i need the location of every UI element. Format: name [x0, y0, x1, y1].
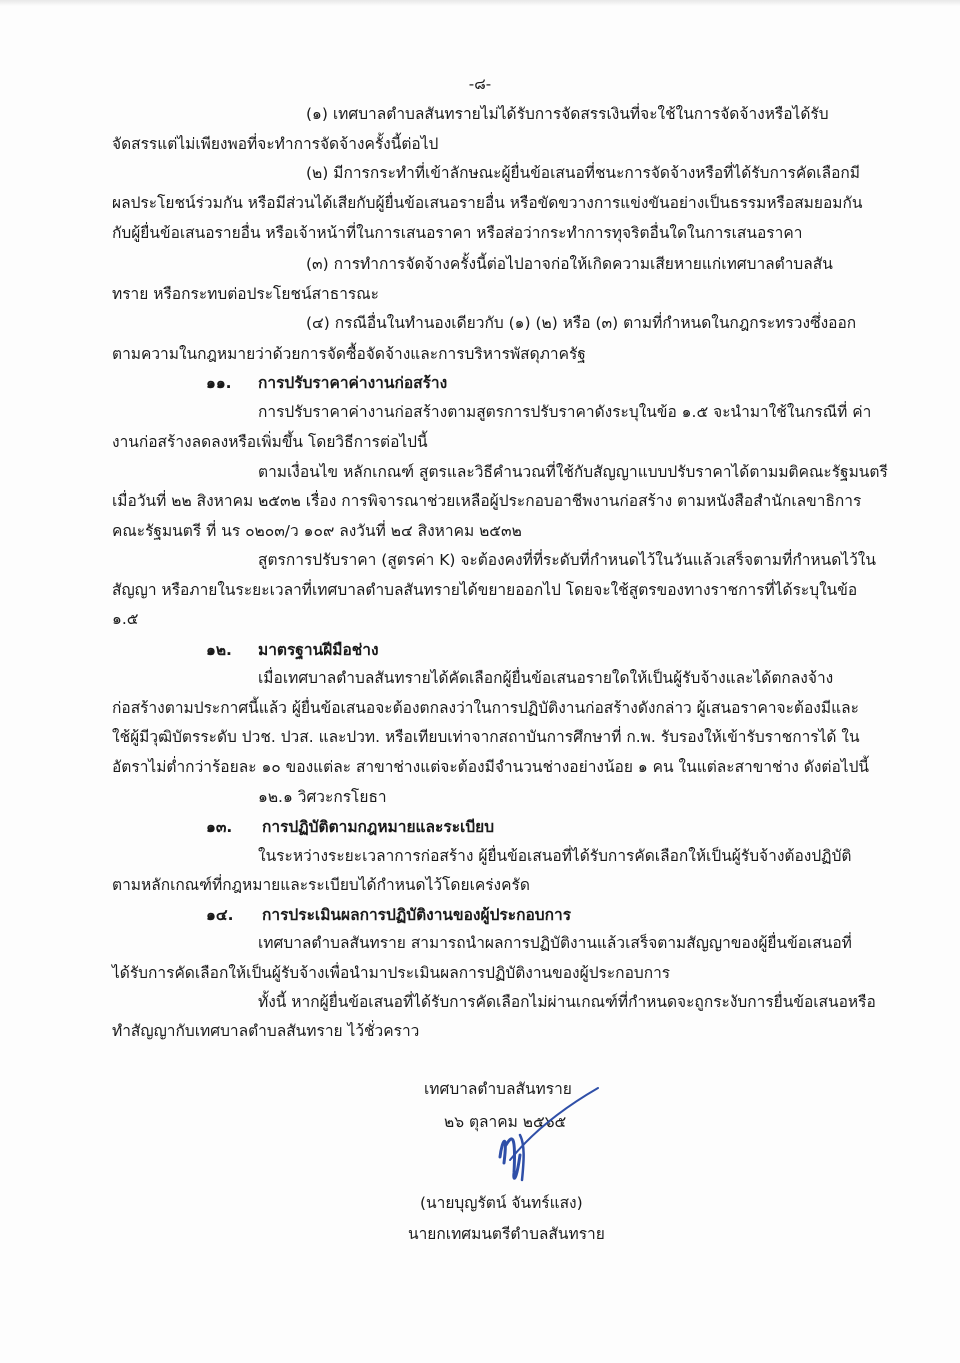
- clause13-heading: การปฏิบัติตามกฎหมายและระเบียบ: [262, 818, 495, 836]
- clause14-number: ๑๔.: [206, 906, 234, 924]
- clause10-item4-line2: ตามความในกฎหมายว่าด้วยการจัดซื้อจัดจ้างและการบริหารพัสดุภาครัฐ: [112, 345, 586, 363]
- clause13-number: ๑๓.: [206, 818, 233, 836]
- clause13-p1-line1: ในระหว่างระยะเวลาการก่อสร้าง ผู้ยื่นข้อเสนอที่ได้รับการคัดเลือกให้เป็นผู้รับจ้างต้องปฏิบัติ: [258, 847, 852, 865]
- clause12-p1-line3: ใช้ผู้มีวุฒิบัตรระดับ ปวช. ปวส. และปวท. หรือเทียบเท่าจากสถาบันการศึกษาที่ ก.พ. รับรองให้เข้ารับราชการได้ ใน: [112, 728, 860, 746]
- clause14-p2-line1: ทั้งนี้ หากผู้ยื่นข้อเสนอที่ได้รับการคัดเลือกไม่ผ่านเกณฑ์ที่กำหนดจะถูกระงับการยื่นข้อเสนอหรือ: [258, 993, 876, 1011]
- clause14-p2-line2: ทำสัญญากับเทศบาลตำบลสันทราย ไว้ชั่วคราว: [112, 1022, 420, 1040]
- clause14-p1-line1: เทศบาลตำบลสันทราย สามารถนำผลการปฏิบัติงานแล้วเสร็จตามสัญญาของผู้ยื่นข้อเสนอที่: [258, 934, 852, 952]
- clause10-item3-line1: (๓) การทำการจัดจ้างครั้งนี้ต่อไปอาจก่อให้เกิดความเสียหายแก่เทศบาลตำบลสัน: [306, 255, 833, 273]
- clause10-item1-line2: จัดสรรแต่ไม่เพียงพอที่จะทำการจัดจ้างครั้งนี้ต่อไป: [112, 135, 439, 153]
- clause10-item4-line1: (๔) กรณีอื่นในทำนองเดียวกับ (๑) (๒) หรือ (๓) ตามที่กำหนดในกฎกระทรวงซึ่งออก: [306, 314, 857, 332]
- clause10-item2-line2: ผลประโยชน์ร่วมกัน หรือมีส่วนได้เสียกับผู้ยื่นข้อเสนอรายอื่น หรือขัดขวางการแข่งขันอย่างเป็นธรรมหรือสมยอมกัน: [112, 194, 863, 212]
- clause11-p2-line1: ตามเงื่อนไข หลักเกณฑ์ สูตรและวิธีคำนวณที่ใช้กับสัญญาแบบปรับราคาได้ตามมติคณะรัฐมนตรี: [258, 463, 888, 481]
- clause12-sub-item: ๑๒.๑ วิศวะกรโยธา: [258, 788, 387, 806]
- clause11-p1-line2: งานก่อสร้างลดลงหรือเพิ่มขึ้น โดยวิธีการต่อไปนี้: [112, 433, 428, 451]
- clause10-item2-line3: กับผู้ยื่นข้อเสนอรายอื่น หรือเจ้าหน้าที่ในการเสนอราคา หรือส่อว่ากระทำการทุจริตอื่นใดในการเสนอราคา: [112, 224, 803, 242]
- clause12-p1-line1: เมื่อเทศบาลตำบลสันทรายได้คัดเลือกผู้ยื่นข้อเสนอรายใดให้เป็นผู้รับจ้างและได้ตกลงจ้าง: [258, 669, 834, 687]
- clause11-p3-line3: ๑.๕: [112, 610, 139, 628]
- clause11-p2-line3: คณะรัฐมนตรี ที่ นร ๐๒๐๓/ว ๑๐๙ ลงวันที่ ๒๔ สิงหาคม ๒๕๓๒: [112, 522, 522, 540]
- clause12-p1-line2: ก่อสร้างตามประกาศนี้แล้ว ผู้ยื่นข้อเสนอจะต้องตกลงว่าในการปฏิบัติงานก่อสร้างดังกล่าว ผู้เสนอราคาจะต้องมีและ: [112, 699, 859, 717]
- clause11-p2-line2: เมื่อวันที่ ๒๒ สิงหาคม ๒๕๓๒ เรื่อง การพิจารณาช่วยเหลือผู้ประกอบอาชีพงานก่อสร้าง ตามหนังสือสำนักเลขาธิการ: [112, 492, 862, 510]
- signature-date: ๒๖ ตุลาคม ๒๕๖๕: [444, 1113, 567, 1131]
- page-number: -๘-: [468, 75, 492, 93]
- clause11-p1-line1: การปรับราคาค่างานก่อสร้างตามสูตรการปรับราคาดังระบุในข้อ ๑.๕ จะนำมาใช้ในกรณีที่ ค่า: [258, 403, 872, 421]
- clause10-item3-line2: ทราย หรือกระทบต่อประโยชน์สาธารณะ: [112, 285, 379, 303]
- clause10-item1-line1: (๑) เทศบาลตำบลสันทรายไม่ได้รับการจัดสรรเงินที่จะใช้ในการจัดจ้างหรือได้รับ: [306, 105, 829, 123]
- clause10-item2-line1: (๒) มีการกระทำที่เข้าลักษณะผู้ยื่นข้อเสนอที่ชนะการจัดจ้างหรือที่ได้รับการคัดเลือกมี: [306, 164, 860, 182]
- clause14-heading: การประเมินผลการปฏิบัติงานของผู้ประกอบการ: [262, 906, 572, 924]
- signature-position: นายกเทศมนตรีตำบลสันทราย: [408, 1225, 605, 1243]
- clause11-number: ๑๑.: [206, 374, 232, 392]
- signature-org: เทศบาลตำบลสันทราย: [424, 1080, 572, 1098]
- signature-name: (นายบุญรัตน์ จันทร์แสง): [420, 1194, 583, 1212]
- clause12-p1-line4: อัตราไม่ต่ำกว่าร้อยละ ๑๐ ของแต่ละ สาขาช่างแต่จะต้องมีจำนวนช่างอย่างน้อย ๑ คน ในแต่ละสาขาช่าง ดังต่อไปนี้: [112, 758, 870, 776]
- clause12-number: ๑๒.: [206, 641, 232, 659]
- clause14-p1-line2: ได้รับการคัดเลือกให้เป็นผู้รับจ้างเพื่อนำมาประเมินผลการปฏิบัติงานของผู้ประกอบการ: [112, 964, 671, 982]
- clause11-p3-line1: สูตรการปรับราคา (สูตรค่า K) จะต้องคงที่ที่ระดับที่กำหนดไว้ในวันแล้วเสร็จตามที่กำหนดไว้ใน: [258, 551, 876, 569]
- handwritten-signature: [480, 1085, 630, 1195]
- clause11-heading: การปรับราคาค่างานก่อสร้าง: [258, 374, 448, 392]
- clause11-p3-line2: สัญญา หรือภายในระยะเวลาที่เทศบาลตำบลสันทรายได้ขยายออกไป โดยจะใช้สูตรของทางราชการที่ได้ระบุในข้อ: [112, 581, 858, 599]
- scan-edge: [0, 0, 960, 6]
- clause12-heading: มาตรฐานฝีมือช่าง: [258, 641, 379, 659]
- clause13-p1-line2: ตามหลักเกณฑ์ที่กฎหมายและระเบียบได้กำหนดไว้โดยเคร่งครัด: [112, 876, 530, 894]
